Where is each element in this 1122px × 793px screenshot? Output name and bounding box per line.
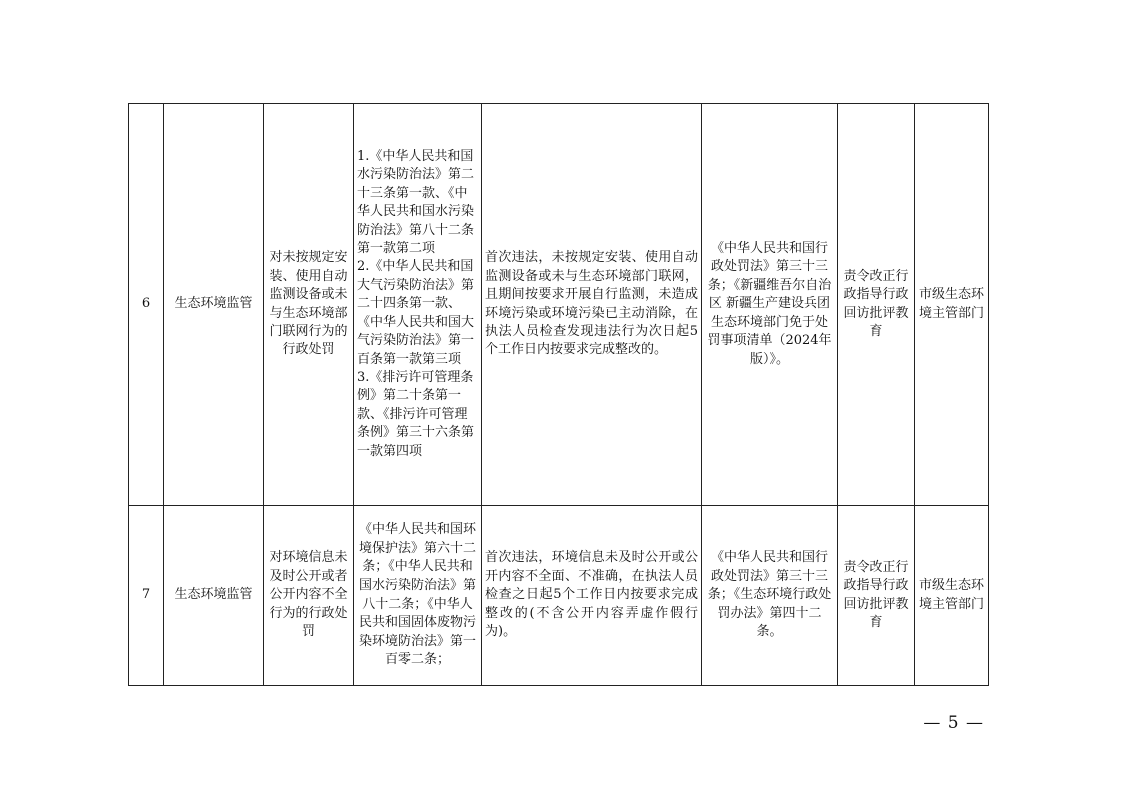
department-cell: 市级生态环境主管部门 (915, 506, 989, 686)
condition-cell: 首次违法，未按规定安装、使用自动监测设备或未与生态环境部门联网，且期间按要求开展自行监测，未造成环境污染或环境污染已主动消除，在执法人员检查发现违法行为次日起5个工作日内按要求完成整改的。 (482, 104, 702, 506)
condition-cell: 首次违法，环境信息未及时公开或公开内容不全面、不准确，在执法人员检查之日起5个工作日内按要求完成整改的(不含公开内容弄虚作假行为)。 (482, 506, 702, 686)
department-cell: 市级生态环境主管部门 (915, 104, 989, 506)
legal-basis-cell: 《中华人民共和国环境保护法》第六十二条；《中华人民共和国水污染防治法》第八十二条；《中华人民共和国固体废物污染环境防治法》第一百零二条； (354, 506, 482, 686)
table-row (129, 104, 989, 506)
category-cell: 生态环境监管 (164, 506, 264, 686)
page-number: — 5 — (923, 713, 984, 733)
exemption-basis-cell: 《中华人民共和国行政处罚法》第三十三条；《新疆维吾尔自治区 新疆生产建设兵团生态环境部门免于处罚事项清单（2024年版）》。 (702, 104, 838, 506)
category-cell: 生态环境监管 (164, 104, 264, 506)
behavior-cell: 对环境信息未及时公开或者公开内容不全行为的行政处罚 (264, 506, 354, 686)
table-row (129, 506, 989, 686)
measures-cell: 责令改正行政指导行政回访批评教育 (838, 506, 915, 686)
exemption-table (128, 103, 989, 686)
legal-basis-cell: 1.《中华人民共和国水污染防治法》第二十三条第一款、《中华人民共和国水污染防治法》第八十二条第一款第二项 2.《中华人民共和国大气污染防治法》第二十四条第一款、《中华人民共和国大气污染防治法》第一百条第一款第三项 3.《排污许可管理条例》第二十条第一款、《排污许可管理条例》第三十六条第一款第四项 (354, 104, 482, 506)
row-number: 7 (129, 506, 164, 686)
row-number: 6 (129, 104, 164, 506)
behavior-cell: 对未按规定安装、使用自动监测设备或未与生态环境部门联网行为的行政处罚 (264, 104, 354, 506)
exemption-basis-cell: 《中华人民共和国行政处罚法》第三十三条；《生态环境行政处罚办法》第四十二条。 (702, 506, 838, 686)
measures-cell: 责令改正行政指导行政回访批评教育 (838, 104, 915, 506)
